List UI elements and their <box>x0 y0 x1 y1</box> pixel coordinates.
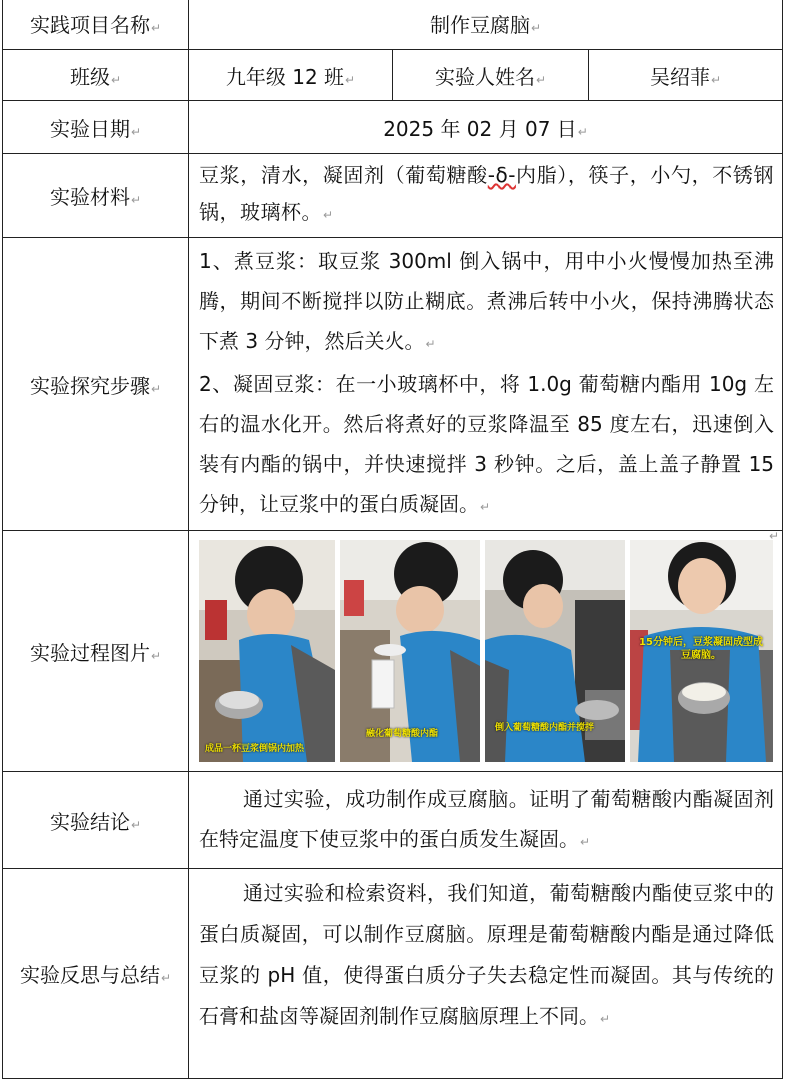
para-mark: ↵ <box>768 529 780 543</box>
reflection-text: 通过实验和检索资料，我们知道，葡萄糖酸内酯使豆浆中的蛋白质凝固，可以制作豆腐脑。原理是葡萄糖酸内酯是通过降低豆浆的 pH 值，使得蛋白质分子失去稳定性而凝固。其与传统的石膏和盐卤等凝固剂制作豆腐脑原理上不同。 <box>199 881 775 1028</box>
reflection-label-cell <box>3 869 189 1079</box>
conclusion-value-cell <box>189 772 783 869</box>
photo-3-caption: 倒入葡萄糖酸内酯并搅拌 <box>495 723 595 733</box>
name-value: 吴绍菲 <box>649 64 710 89</box>
steps-value-cell <box>189 238 783 531</box>
conclusion-label: 实验结论 <box>49 809 130 834</box>
row-date <box>3 101 783 154</box>
row-class <box>3 50 783 101</box>
step-1 <box>199 241 774 364</box>
photo-strip <box>189 531 782 771</box>
para-mark: ↵ <box>130 817 142 832</box>
photos-cell <box>189 531 783 772</box>
row-steps <box>3 238 783 531</box>
date-value: 2025 年 02 月 07 日 <box>383 116 577 141</box>
materials-delta: -δ- <box>487 163 516 187</box>
para-mark: ↵ <box>480 500 491 514</box>
photo-1-image <box>199 540 335 762</box>
name-label-cell <box>393 50 589 101</box>
para-mark: ↵ <box>160 971 172 985</box>
steps-label-cell <box>3 238 189 531</box>
steps-label: 实验探究步骤 <box>29 373 150 398</box>
step-2 <box>199 364 774 527</box>
experiment-report-table <box>2 0 783 1079</box>
project-value: 制作豆腐脑 <box>429 13 530 37</box>
photos-label-cell <box>3 531 189 772</box>
reflection-label: 实验反思与总结 <box>19 963 160 987</box>
para-mark: ↵ <box>530 21 542 35</box>
class-value: 九年级 12 班 <box>225 64 345 89</box>
class-label-cell <box>3 50 189 101</box>
photo-1-caption: 成品一杯豆浆倒锅内加热 <box>205 744 305 754</box>
materials-text-b: 内脂），筷子，小勺，不锈钢锅，玻璃杯。 <box>199 163 775 224</box>
photo-1 <box>199 540 335 762</box>
photo-2 <box>340 540 480 762</box>
reflection-value-cell <box>189 869 783 1079</box>
date-label-cell <box>3 101 189 154</box>
materials-label: 实验材料 <box>49 185 130 209</box>
photo-3 <box>485 540 625 762</box>
para-mark: ↵ <box>577 124 588 139</box>
para-mark: ↵ <box>425 337 436 351</box>
name-value-cell <box>589 50 783 101</box>
para-mark: ↵ <box>535 72 547 87</box>
step-1-text: 1、煮豆浆：取豆浆 300ml 倒入锅中，用中小火慢慢加热至沸腾，期间不断搅拌以防止糊底。煮沸后转中小火，保持沸腾状态下煮 3 分钟，然后关火。 <box>199 249 775 353</box>
para-mark: ↵ <box>110 72 122 87</box>
row-materials <box>3 154 783 238</box>
para-mark: ↵ <box>130 193 142 207</box>
photo-2-caption: 融化葡萄糖酸内酯 <box>366 729 439 739</box>
project-label: 实践项目名称 <box>29 13 150 37</box>
para-mark: ↵ <box>345 72 356 87</box>
para-mark: ↵ <box>150 381 162 396</box>
para-mark: ↵ <box>323 208 334 222</box>
project-value-cell <box>189 0 783 50</box>
photo-4 <box>630 540 773 762</box>
row-photos <box>3 531 783 772</box>
materials-value-cell <box>189 154 783 238</box>
conclusion-label-cell <box>3 772 189 869</box>
photo-4-caption: 15分钟后，豆浆凝固成型成豆腐脑。 <box>639 637 763 661</box>
row-reflection <box>3 869 783 1079</box>
para-mark: ↵ <box>710 72 722 87</box>
date-label: 实验日期 <box>49 116 130 141</box>
date-value-cell <box>189 101 783 154</box>
project-label-cell <box>3 0 189 50</box>
row-conclusion <box>3 772 783 869</box>
step-2-text: 2、凝固豆浆：在一小玻璃杯中，将 1.0g 葡萄糖内酯用 10g 左右的温水化开。然后将煮好的豆浆降温至 85 度左右，迅速倒入装有内酯的锅中，并快速搅拌 3 秒钟。之后，盖上盖子静置 15 分钟，让豆浆中的蛋白质凝固。 <box>199 372 775 516</box>
para-mark: ↵ <box>130 124 142 139</box>
row-project <box>3 0 783 50</box>
para-mark: ↵ <box>580 834 591 849</box>
para-mark: ↵ <box>150 648 162 663</box>
class-value-cell <box>189 50 393 101</box>
class-label: 班级 <box>69 64 110 89</box>
name-label: 实验人姓名 <box>434 64 535 89</box>
materials-text-a: 豆浆，清水，凝固剂（葡萄糖酸 <box>199 163 488 187</box>
materials-label-cell <box>3 154 189 238</box>
para-mark: ↵ <box>150 21 162 35</box>
para-mark: ↵ <box>600 1012 611 1026</box>
photos-label: 实验过程图片 <box>29 640 150 665</box>
conclusion-text: 通过实验，成功制作成豆腐脑。证明了葡萄糖酸内酯凝固剂在特定温度下使豆浆中的蛋白质发生凝固。 <box>199 786 775 851</box>
